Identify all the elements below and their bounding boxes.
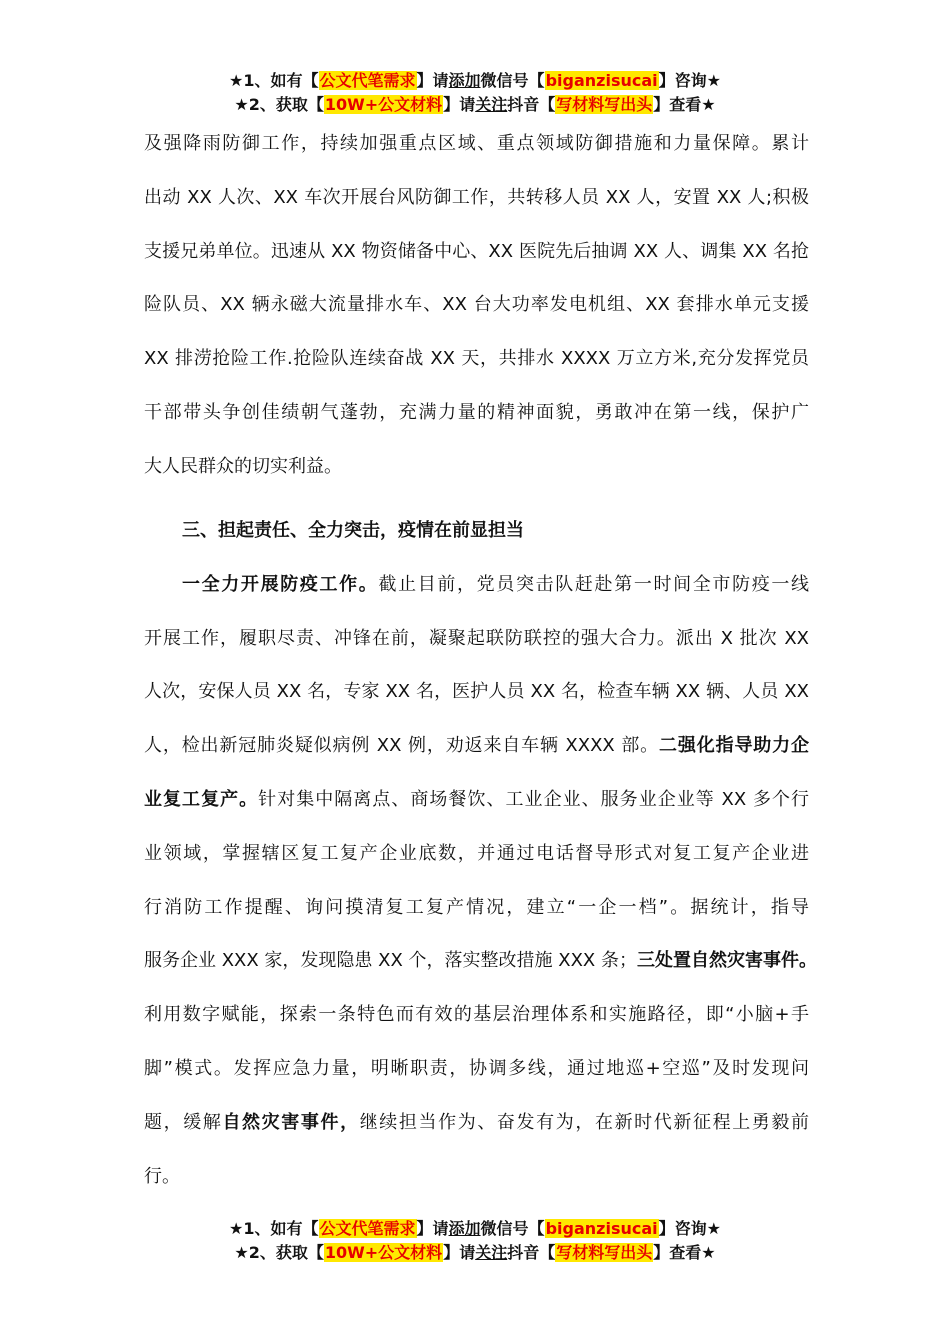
highlight-service: 公文代笔需求 [319,71,416,90]
text-line: 利用数字赋能，探索一条特色而有效的基层治理体系和实施路径，即“小脑+手 [144,1004,809,1026]
highlight-materials: 10W+公文材料 [324,1243,443,1262]
banner-line-1: ★1、如有【公文代笔需求】请添加微信号【biganzisucai】咨询★ [229,71,721,90]
text-line: 业领域，掌握辖区复工复产企业底数，并通过电话督导形式对复工复产企业进 [144,842,809,864]
paragraph-flood-defense [144,117,809,494]
text-line: 人次，安保人员 XX 名，专家 XX 名，医护人员 XX 名，检查车辆 XX 辆、人员 XX [144,681,809,703]
highlight-wechat-id: biganzisucai [545,1219,658,1238]
text-line: 大人民群众的切实利益。 [144,455,342,477]
text-line: 行消防工作提醒、询问摸清复工复产情况，建立“一企一档”。据统计，指导 [144,896,809,918]
banner-line-2: ★2、获取【10W+公文材料】请关注抖音【写材料写出头】查看★ [234,1243,716,1262]
text-line: 脚”模式。发挥应急力量，明晰职责，协调多线，通过地巡+空巡”及时发现问 [144,1057,809,1079]
text-line: 业复工复产。针对集中隔离点、商场餐饮、工业企业、服务业企业等 XX 多个行 [144,788,810,810]
text-line: 行。 [144,1165,180,1187]
highlight-douyin: 写材料写出头 [556,95,653,114]
text-line: 人，检出新冠肺炎疑似病例 XX 例，劝返来自车辆 XXXX 部。二强化指导助力企 [144,735,809,757]
text-line: XX 排涝抢险工作.抢险队连续奋战 XX 天，共排水 XXXX 万立方米,充分发挥党员 [144,348,809,370]
highlight-douyin: 写材料写出头 [556,1243,653,1262]
highlight-wechat-id: biganzisucai [545,71,658,90]
text-line: 出动 XX 人次、XX 车次开展台风防御工作，共转移人员 XX 人，安置 XX 人;积极 [144,186,809,208]
text-line: 险队员、XX 辆永磁大流量排水车、XX 台大功率发电机组、XX 套排水单元支援 [144,294,809,316]
section-epidemic [144,504,817,1203]
banner-line-1: ★1、如有【公文代笔需求】请添加微信号【biganzisucai】咨询★ [229,1219,721,1238]
highlight-materials: 10W+公文材料 [324,95,443,114]
text-line: 服务企业 XXX 家，发现隐患 XX 个，落实整改措施 XXX 条；三处置自然灾害事件。 [144,950,817,972]
text-line: 及强降雨防御工作，持续加强重点区域、重点领域防御措施和力量保障。累计 [144,133,809,154]
header-banner [0,69,950,117]
highlight-service: 公文代笔需求 [319,1219,416,1238]
footer-banner [0,1217,950,1265]
text-line: 开展工作，履职尽责、冲锋在前，凝聚起联防联控的强大合力。派出 X 批次 XX [144,627,809,649]
section-heading: 三、担起责任、全力突击，疫情在前显担当 [182,520,524,541]
text-line: 一全力开展防疫工作。截止目前，党员突击队赶赴第一时间全市防疫一线 [182,573,809,595]
text-line: 干部带头争创佳绩朝气蓬勃，充满力量的精神面貌，勇敢冲在第一线，保护广 [144,401,809,423]
text-line: 支援兄弟单位。迅速从 XX 物资储备中心、XX 医院先后抽调 XX 人、调集 XX 名抢 [144,240,809,262]
text-line: 题，缓解自然灾害事件，继续担当作为、奋发有为，在新时代新征程上勇毅前 [144,1111,810,1133]
banner-line-2: ★2、获取【10W+公文材料】请关注抖音【写材料写出头】查看★ [234,95,716,114]
